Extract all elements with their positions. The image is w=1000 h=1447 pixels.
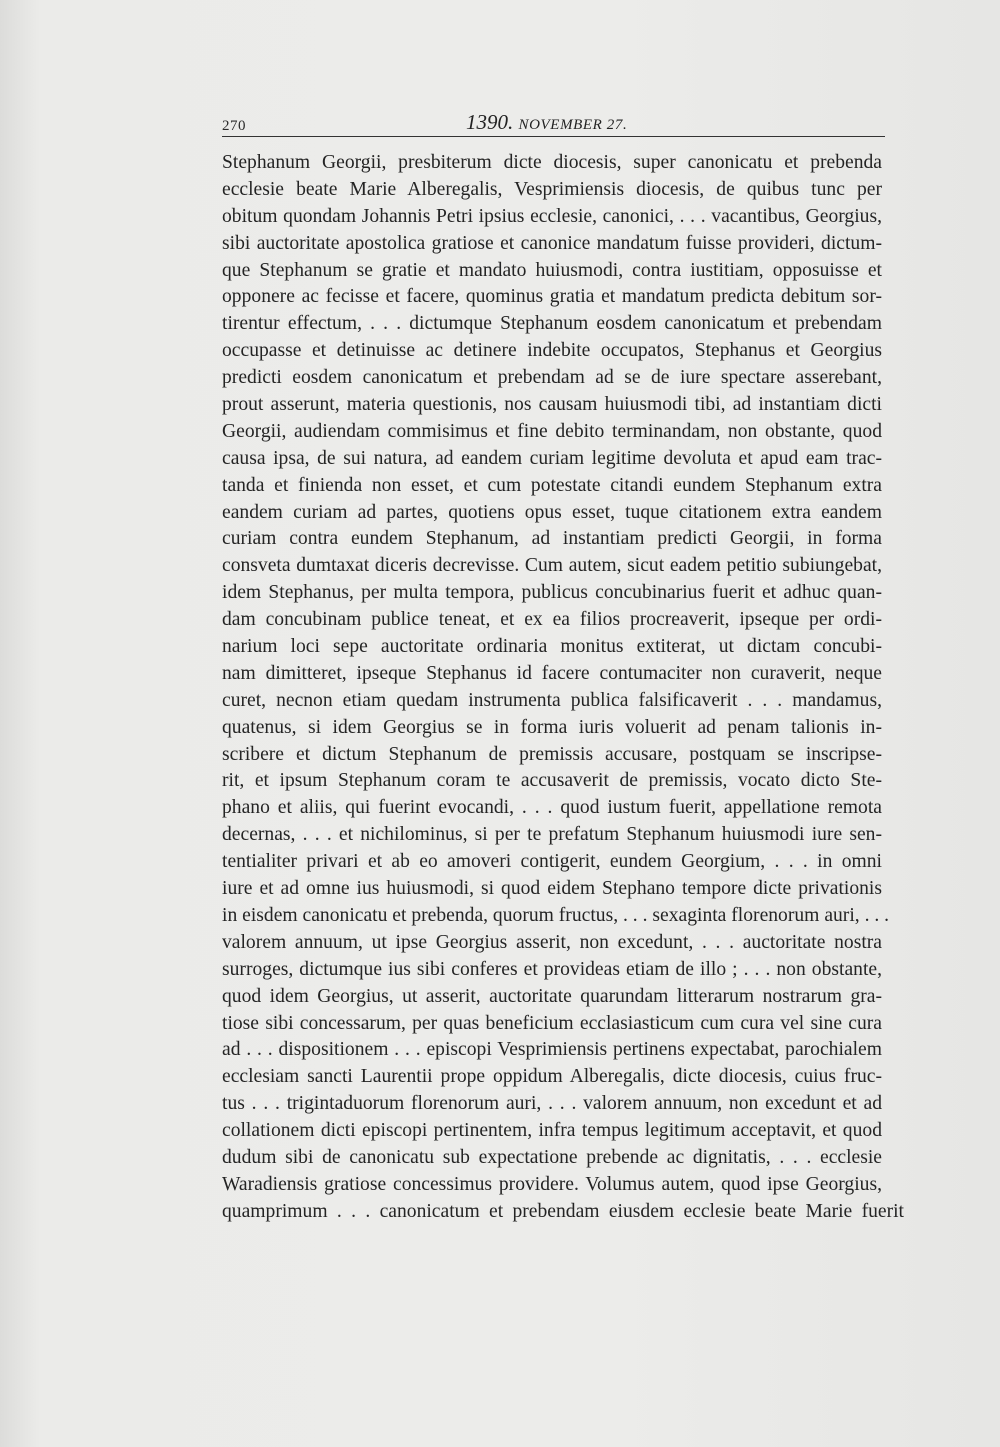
text-line: collationem dicti episcopi pertinentem, infra tempus legitimum acceptavit, et quod	[222, 1120, 882, 1142]
header-year: 1390.	[466, 110, 514, 134]
text-line: phano et aliis, qui fuerint evocandi, . . . quod iustum fuerit, appellatione remota	[222, 797, 882, 819]
text-line: ecclesiam sancti Laurentii prope oppidum Alberegalis, dicte diocesis, cuius fruc-	[222, 1066, 882, 1088]
text-line: surroges, dictumque ius sibi conferes et provideas etiam de illo ; . . . non obstante,	[222, 958, 882, 980]
text-line: valorem annuum, ut ipse Georgius asserit, non excedunt, . . . auctoritate nostra	[222, 931, 882, 953]
running-head	[466, 110, 627, 135]
text-line: in eisdem canonicatu et prebenda, quorum fructus, . . . sexaginta florenorum auri, . . .	[222, 904, 890, 926]
text-line: rit, et ipsum Stephanum coram te accusaverit de premissis, vocato dicto Ste-	[222, 770, 882, 792]
text-line: eandem curiam ad partes, quotiens opus esset, tuque citationem extra eandem	[222, 501, 882, 523]
text-line: scribere et dictum Stephanum de premissis accusare, postquam se inscripse-	[222, 743, 882, 765]
text-line: opponere ac fecisse et facere, quominus gratia et mandatum predicta debitum sor-	[222, 286, 882, 308]
header-date: NOVEMBER 27.	[518, 117, 628, 133]
text-line: quamprimum . . . canonicatum et prebendam eiusdem ecclesie beate Marie fuerit	[222, 1200, 904, 1222]
text-line: predicti eosdem canonicatum et prebendam ad se de iure spectare asserebant,	[222, 367, 882, 389]
text-line: Waradiensis gratiose concessimus providere. Volumus autem, quod ipse Georgius,	[222, 1173, 882, 1195]
text-line: sibi auctoritate apostolica gratiose et canonice mandatum fuisse provideri, dictum-	[222, 232, 882, 254]
text-line: dudum sibi de canonicatu sub expectatione prebende ac dignitatis, . . . ecclesie	[222, 1146, 882, 1168]
text-line: Stephanum Georgii, presbiterum dicte diocesis, super canonicatu et prebenda	[222, 152, 882, 173]
text-line: quatenus, si idem Georgius se in forma iuris voluerit ad penam talionis in-	[222, 716, 882, 738]
text-line: curiam contra eundem Stephanum, ad instantiam predicti Georgii, in forma	[222, 528, 882, 550]
text-line: nam dimitteret, ipseque Stephanus id facere contumaciter non curaverit, neque	[222, 662, 882, 684]
page-number: 270	[222, 118, 246, 134]
text-line: Georgii, audiendam commisimus et fine debito terminandam, non obstante, quod	[222, 420, 882, 442]
text-line: consveta dumtaxat diceris decrevisse. Cum autem, sicut eadem petitio subiungebat,	[222, 555, 882, 577]
text-line: tiose sibi concessarum, per quas beneficium ecclasiasticum cum cura vel sine cura	[222, 1012, 882, 1034]
page-header	[222, 108, 885, 137]
text-line: tus . . . trigintaduorum florenorum auri, . . . valorem annuum, non excedunt et ad	[222, 1093, 882, 1115]
text-line: prout asserunt, materia questionis, nos causam huiusmodi tibi, ad instantiam dicti	[222, 394, 882, 416]
text-line: curet, necnon etiam quedam instrumenta publica falsificaverit . . . mandamus,	[222, 689, 882, 711]
text-line: narium loci sepe auctoritate ordinaria monitus extiterat, ut dictam concubi-	[222, 636, 882, 658]
text-line: tentialiter privari et ab eo amoveri contigerit, eundem Georgium, . . . in omni	[222, 851, 882, 873]
text-line: que Stephanum se gratie et mandato huiusmodi, contra iustitiam, opposuisse et	[222, 259, 882, 281]
text-line: ad . . . dispositionem . . . episcopi Vesprimiensis pertinens expectabat, parochialem	[222, 1039, 882, 1061]
text-line: obitum quondam Johannis Petri ipsius ecclesie, canonici, . . . vacantibus, Georgius,	[222, 205, 882, 227]
body-text	[222, 150, 902, 1226]
text-line: tanda et finienda non esset, et cum potestate citandi eundem Stephanum extra	[222, 474, 882, 496]
text-line: iure et ad omne ius huiusmodi, si quod eidem Stephano tempore dicte privationis	[222, 878, 882, 900]
text-line: tirentur effectum, . . . dictumque Stephanum eosdem canonicatum et prebendam	[222, 313, 882, 335]
text-line: occupasse et detinuisse ac detinere indebite occupatos, Stephanus et Georgius	[222, 340, 882, 362]
text-line: causa ipsa, de sui natura, ad eandem curiam legitime devoluta et apud eam trac-	[222, 447, 882, 469]
text-line: dam concubinam publice teneat, et ex ea filios procreaverit, ipseque per ordi-	[222, 609, 882, 631]
text-line: decernas, . . . et nichilominus, si per te prefatum Stephanum huiusmodi iure sen-	[222, 824, 882, 846]
text-line: ecclesie beate Marie Alberegalis, Vesprimiensis diocesis, de quibus tunc per	[222, 178, 882, 200]
text-line: idem Stephanus, per multa tempora, publicus concubinarius fuerit et adhuc quan-	[222, 582, 882, 604]
text-line: quod idem Georgius, ut asserit, auctoritate quarundam litterarum nostrarum gra-	[222, 985, 882, 1007]
